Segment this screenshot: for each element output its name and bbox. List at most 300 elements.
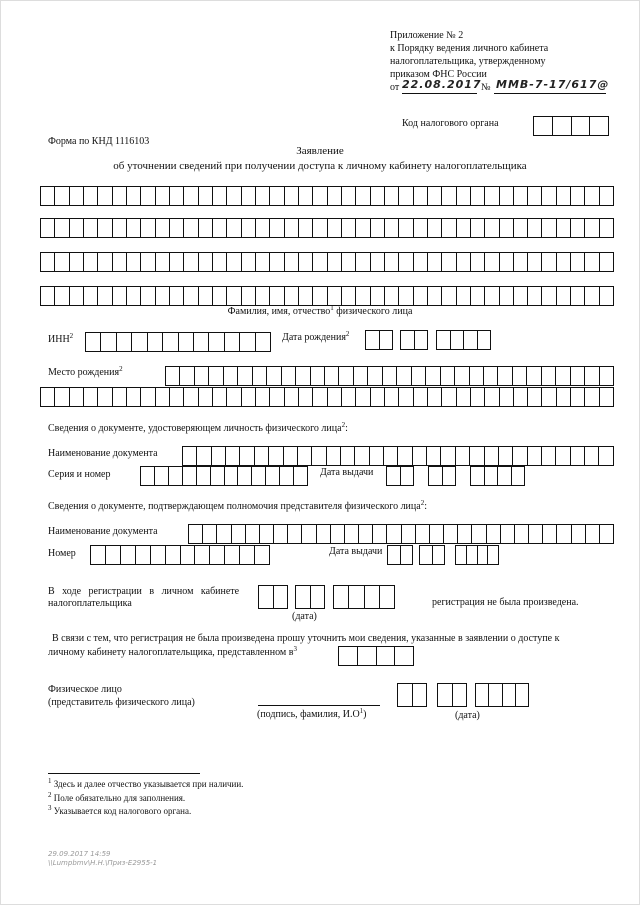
char-cell[interactable] — [328, 287, 342, 305]
char-cell[interactable] — [441, 447, 455, 465]
char-cell[interactable] — [156, 219, 170, 237]
char-cell[interactable] — [170, 219, 184, 237]
char-cell[interactable] — [195, 367, 209, 385]
char-cell[interactable] — [317, 525, 331, 543]
char-cell[interactable] — [169, 467, 183, 485]
char-cell[interactable] — [470, 447, 484, 465]
char-cell[interactable] — [514, 253, 528, 271]
char-cell[interactable] — [339, 367, 353, 385]
char-cell[interactable] — [213, 287, 227, 305]
char-cell[interactable] — [387, 525, 401, 543]
char-cell[interactable] — [246, 525, 260, 543]
char-cell[interactable] — [199, 219, 213, 237]
char-cell[interactable] — [572, 525, 586, 543]
birth-place-row-1[interactable] — [165, 366, 614, 386]
char-cell[interactable] — [557, 287, 571, 305]
char-cell[interactable] — [600, 287, 613, 305]
char-cell[interactable] — [166, 546, 181, 564]
char-cell[interactable] — [227, 388, 241, 406]
char-cell[interactable] — [471, 287, 485, 305]
char-cell[interactable] — [217, 525, 231, 543]
char-cell[interactable] — [189, 525, 203, 543]
char-cell[interactable] — [398, 447, 412, 465]
char-cell[interactable] — [41, 388, 55, 406]
char-cell[interactable] — [269, 447, 283, 465]
char-cell[interactable] — [113, 219, 127, 237]
char-cell[interactable] — [313, 287, 327, 305]
char-cell[interactable] — [299, 388, 313, 406]
char-cell[interactable] — [227, 187, 241, 205]
char-cell[interactable] — [402, 525, 416, 543]
char-cell[interactable] — [599, 447, 612, 465]
identity-issue-day-cells[interactable] — [386, 466, 414, 486]
char-cell[interactable] — [70, 219, 84, 237]
birth-day-cells[interactable] — [365, 330, 393, 350]
char-cell[interactable] — [416, 525, 430, 543]
char-cell[interactable] — [242, 187, 256, 205]
char-cell[interactable] — [542, 287, 556, 305]
char-cell[interactable] — [238, 367, 252, 385]
char-cell[interactable] — [373, 525, 387, 543]
char-cell[interactable] — [328, 388, 342, 406]
char-cell[interactable] — [55, 388, 69, 406]
char-cell[interactable] — [442, 187, 456, 205]
char-cell[interactable] — [430, 525, 444, 543]
char-cell[interactable] — [557, 187, 571, 205]
char-cell[interactable] — [156, 187, 170, 205]
char-cell[interactable] — [600, 253, 613, 271]
signature-year-cells[interactable] — [475, 683, 529, 707]
char-cell[interactable] — [227, 287, 241, 305]
char-cell[interactable] — [485, 388, 499, 406]
char-cell[interactable] — [70, 187, 84, 205]
char-cell[interactable] — [542, 447, 556, 465]
char-cell[interactable] — [342, 219, 356, 237]
char-cell[interactable] — [457, 388, 471, 406]
char-cell[interactable] — [498, 367, 512, 385]
char-cell[interactable] — [457, 187, 471, 205]
char-cell[interactable] — [485, 187, 499, 205]
char-cell[interactable] — [571, 287, 585, 305]
char-cell[interactable] — [267, 367, 281, 385]
char-cell[interactable] — [170, 253, 184, 271]
rep-issue-day-cells[interactable] — [387, 545, 413, 565]
char-cell[interactable] — [282, 367, 296, 385]
char-cell[interactable] — [70, 287, 84, 305]
char-cell[interactable] — [197, 467, 211, 485]
char-cell[interactable] — [227, 219, 241, 237]
char-cell[interactable] — [428, 287, 442, 305]
char-cell[interactable] — [170, 187, 184, 205]
char-cell[interactable] — [414, 253, 428, 271]
char-cell[interactable] — [98, 388, 112, 406]
identity-doc-name-cells[interactable] — [182, 446, 614, 466]
char-cell[interactable] — [428, 388, 442, 406]
char-cell[interactable] — [141, 388, 155, 406]
char-cell[interactable] — [514, 187, 528, 205]
registration-year-cells[interactable] — [333, 585, 395, 609]
char-cell[interactable] — [313, 388, 327, 406]
fio-row-3[interactable] — [40, 252, 614, 272]
char-cell[interactable] — [514, 388, 528, 406]
char-cell[interactable] — [487, 525, 501, 543]
char-cell[interactable] — [225, 546, 240, 564]
char-cell[interactable] — [226, 447, 240, 465]
char-cell[interactable] — [528, 253, 542, 271]
signature-day-cells[interactable] — [397, 683, 427, 707]
char-cell[interactable] — [155, 467, 169, 485]
char-cell[interactable] — [342, 187, 356, 205]
char-cell[interactable] — [299, 287, 313, 305]
char-cell[interactable] — [41, 219, 55, 237]
char-cell[interactable] — [127, 253, 141, 271]
char-cell[interactable] — [184, 388, 198, 406]
char-cell[interactable] — [354, 367, 368, 385]
char-cell[interactable] — [252, 467, 266, 485]
char-cell[interactable] — [170, 287, 184, 305]
char-cell[interactable] — [600, 219, 613, 237]
rep-issue-month-cells[interactable] — [419, 545, 445, 565]
char-cell[interactable] — [151, 546, 166, 564]
char-cell[interactable] — [528, 219, 542, 237]
char-cell[interactable] — [385, 287, 399, 305]
char-cell[interactable] — [471, 219, 485, 237]
char-cell[interactable] — [571, 388, 585, 406]
char-cell[interactable] — [600, 367, 613, 385]
char-cell[interactable] — [356, 219, 370, 237]
char-cell[interactable] — [585, 287, 599, 305]
char-cell[interactable] — [501, 525, 515, 543]
char-cell[interactable] — [342, 388, 356, 406]
char-cell[interactable] — [371, 287, 385, 305]
char-cell[interactable] — [571, 447, 585, 465]
char-cell[interactable] — [199, 287, 213, 305]
char-cell[interactable] — [413, 447, 427, 465]
char-cell[interactable] — [385, 388, 399, 406]
char-cell[interactable] — [345, 525, 359, 543]
char-cell[interactable] — [242, 388, 256, 406]
char-cell[interactable] — [41, 287, 55, 305]
char-cell[interactable] — [166, 367, 180, 385]
char-cell[interactable] — [470, 367, 484, 385]
char-cell[interactable] — [458, 525, 472, 543]
char-cell[interactable] — [441, 367, 455, 385]
char-cell[interactable] — [55, 187, 69, 205]
char-cell[interactable] — [412, 367, 426, 385]
char-cell[interactable] — [542, 367, 556, 385]
char-cell[interactable] — [84, 219, 98, 237]
char-cell[interactable] — [106, 546, 121, 564]
char-cell[interactable] — [513, 367, 527, 385]
char-cell[interactable] — [355, 447, 369, 465]
char-cell[interactable] — [385, 187, 399, 205]
char-cell[interactable] — [499, 447, 513, 465]
char-cell[interactable] — [141, 187, 155, 205]
char-cell[interactable] — [156, 253, 170, 271]
char-cell[interactable] — [98, 219, 112, 237]
char-cell[interactable] — [238, 467, 252, 485]
char-cell[interactable] — [113, 287, 127, 305]
char-cell[interactable] — [121, 546, 136, 564]
char-cell[interactable] — [399, 287, 413, 305]
char-cell[interactable] — [571, 367, 585, 385]
char-cell[interactable] — [444, 525, 458, 543]
tax-office-code-cells[interactable] — [533, 116, 609, 136]
request-tax-office-cells[interactable] — [338, 646, 414, 666]
char-cell[interactable] — [270, 388, 284, 406]
char-cell[interactable] — [141, 467, 155, 485]
char-cell[interactable] — [285, 253, 299, 271]
birth-month-cells[interactable] — [400, 330, 428, 350]
char-cell[interactable] — [195, 546, 210, 564]
char-cell[interactable] — [515, 525, 529, 543]
char-cell[interactable] — [457, 219, 471, 237]
char-cell[interactable] — [184, 219, 198, 237]
char-cell[interactable] — [383, 367, 397, 385]
char-cell[interactable] — [528, 187, 542, 205]
char-cell[interactable] — [500, 287, 514, 305]
inn-cells[interactable] — [85, 332, 271, 352]
char-cell[interactable] — [199, 187, 213, 205]
char-cell[interactable] — [141, 253, 155, 271]
char-cell[interactable] — [209, 367, 223, 385]
char-cell[interactable] — [41, 253, 55, 271]
char-cell[interactable] — [211, 467, 225, 485]
char-cell[interactable] — [427, 447, 441, 465]
char-cell[interactable] — [55, 253, 69, 271]
char-cell[interactable] — [529, 525, 543, 543]
char-cell[interactable] — [260, 525, 274, 543]
identity-issue-year-cells[interactable] — [470, 466, 525, 486]
char-cell[interactable] — [471, 388, 485, 406]
char-cell[interactable] — [288, 525, 302, 543]
char-cell[interactable] — [213, 253, 227, 271]
char-cell[interactable] — [514, 287, 528, 305]
char-cell[interactable] — [270, 253, 284, 271]
char-cell[interactable] — [55, 219, 69, 237]
identity-doc-series-cells[interactable] — [140, 466, 308, 486]
char-cell[interactable] — [285, 388, 299, 406]
char-cell[interactable] — [399, 219, 413, 237]
fio-row-4[interactable] — [40, 286, 614, 306]
char-cell[interactable] — [528, 388, 542, 406]
char-cell[interactable] — [255, 447, 269, 465]
char-cell[interactable] — [585, 187, 599, 205]
fio-row-1[interactable] — [40, 186, 614, 206]
char-cell[interactable] — [170, 388, 184, 406]
char-cell[interactable] — [41, 187, 55, 205]
char-cell[interactable] — [442, 388, 456, 406]
char-cell[interactable] — [399, 253, 413, 271]
char-cell[interactable] — [543, 525, 557, 543]
identity-issue-month-cells[interactable] — [428, 466, 456, 486]
char-cell[interactable] — [113, 388, 127, 406]
char-cell[interactable] — [368, 367, 382, 385]
char-cell[interactable] — [240, 546, 255, 564]
char-cell[interactable] — [127, 187, 141, 205]
char-cell[interactable] — [280, 467, 294, 485]
char-cell[interactable] — [472, 525, 486, 543]
char-cell[interactable] — [84, 388, 98, 406]
char-cell[interactable] — [294, 467, 307, 485]
char-cell[interactable] — [180, 367, 194, 385]
char-cell[interactable] — [456, 447, 470, 465]
char-cell[interactable] — [183, 467, 197, 485]
char-cell[interactable] — [156, 287, 170, 305]
char-cell[interactable] — [585, 219, 599, 237]
char-cell[interactable] — [371, 253, 385, 271]
char-cell[interactable] — [356, 287, 370, 305]
char-cell[interactable] — [359, 525, 373, 543]
rep-doc-name-cells[interactable] — [188, 524, 614, 544]
char-cell[interactable] — [285, 187, 299, 205]
char-cell[interactable] — [127, 287, 141, 305]
char-cell[interactable] — [557, 253, 571, 271]
char-cell[interactable] — [341, 447, 355, 465]
char-cell[interactable] — [542, 219, 556, 237]
char-cell[interactable] — [136, 546, 151, 564]
fio-row-2[interactable] — [40, 218, 614, 238]
char-cell[interactable] — [253, 367, 267, 385]
char-cell[interactable] — [442, 219, 456, 237]
char-cell[interactable] — [127, 388, 141, 406]
char-cell[interactable] — [586, 525, 600, 543]
char-cell[interactable] — [98, 253, 112, 271]
char-cell[interactable] — [428, 219, 442, 237]
char-cell[interactable] — [426, 367, 440, 385]
birth-place-row-2[interactable] — [40, 387, 614, 407]
char-cell[interactable] — [84, 187, 98, 205]
char-cell[interactable] — [471, 253, 485, 271]
char-cell[interactable] — [141, 287, 155, 305]
char-cell[interactable] — [513, 447, 527, 465]
char-cell[interactable] — [127, 219, 141, 237]
char-cell[interactable] — [299, 187, 313, 205]
char-cell[interactable] — [414, 187, 428, 205]
char-cell[interactable] — [356, 388, 370, 406]
char-cell[interactable] — [313, 253, 327, 271]
char-cell[interactable] — [313, 219, 327, 237]
char-cell[interactable] — [328, 219, 342, 237]
char-cell[interactable] — [70, 253, 84, 271]
char-cell[interactable] — [500, 187, 514, 205]
char-cell[interactable] — [302, 525, 316, 543]
char-cell[interactable] — [600, 525, 613, 543]
char-cell[interactable] — [328, 253, 342, 271]
char-cell[interactable] — [256, 219, 270, 237]
char-cell[interactable] — [397, 367, 411, 385]
char-cell[interactable] — [232, 525, 246, 543]
char-cell[interactable] — [299, 219, 313, 237]
char-cell[interactable] — [213, 219, 227, 237]
char-cell[interactable] — [227, 253, 241, 271]
char-cell[interactable] — [342, 253, 356, 271]
char-cell[interactable] — [184, 187, 198, 205]
char-cell[interactable] — [181, 546, 196, 564]
char-cell[interactable] — [457, 287, 471, 305]
char-cell[interactable] — [270, 219, 284, 237]
char-cell[interactable] — [313, 187, 327, 205]
char-cell[interactable] — [285, 287, 299, 305]
char-cell[interactable] — [399, 388, 413, 406]
char-cell[interactable] — [500, 388, 514, 406]
char-cell[interactable] — [213, 388, 227, 406]
char-cell[interactable] — [371, 187, 385, 205]
char-cell[interactable] — [356, 187, 370, 205]
char-cell[interactable] — [327, 447, 341, 465]
char-cell[interactable] — [141, 219, 155, 237]
char-cell[interactable] — [571, 219, 585, 237]
char-cell[interactable] — [84, 253, 98, 271]
char-cell[interactable] — [442, 253, 456, 271]
char-cell[interactable] — [414, 219, 428, 237]
rep-issue-year-cells[interactable] — [455, 545, 499, 565]
char-cell[interactable] — [183, 447, 197, 465]
char-cell[interactable] — [197, 447, 211, 465]
char-cell[interactable] — [255, 546, 269, 564]
char-cell[interactable] — [256, 287, 270, 305]
char-cell[interactable] — [585, 367, 599, 385]
char-cell[interactable] — [514, 219, 528, 237]
char-cell[interactable] — [385, 219, 399, 237]
char-cell[interactable] — [384, 447, 398, 465]
char-cell[interactable] — [256, 253, 270, 271]
char-cell[interactable] — [585, 447, 599, 465]
birth-year-cells[interactable] — [436, 330, 491, 350]
char-cell[interactable] — [325, 367, 339, 385]
char-cell[interactable] — [199, 388, 213, 406]
char-cell[interactable] — [414, 388, 428, 406]
char-cell[interactable] — [299, 253, 313, 271]
char-cell[interactable] — [557, 525, 571, 543]
char-cell[interactable] — [311, 367, 325, 385]
signature-line[interactable] — [258, 705, 380, 706]
char-cell[interactable] — [328, 187, 342, 205]
char-cell[interactable] — [571, 253, 585, 271]
char-cell[interactable] — [527, 367, 541, 385]
char-cell[interactable] — [557, 388, 571, 406]
char-cell[interactable] — [274, 525, 288, 543]
char-cell[interactable] — [113, 253, 127, 271]
char-cell[interactable] — [156, 388, 170, 406]
char-cell[interactable] — [203, 525, 217, 543]
char-cell[interactable] — [457, 253, 471, 271]
char-cell[interactable] — [199, 253, 213, 271]
char-cell[interactable] — [542, 187, 556, 205]
char-cell[interactable] — [428, 253, 442, 271]
char-cell[interactable] — [224, 367, 238, 385]
char-cell[interactable] — [455, 367, 469, 385]
char-cell[interactable] — [98, 187, 112, 205]
char-cell[interactable] — [600, 187, 613, 205]
char-cell[interactable] — [585, 253, 599, 271]
char-cell[interactable] — [91, 546, 106, 564]
char-cell[interactable] — [242, 253, 256, 271]
char-cell[interactable] — [585, 388, 599, 406]
char-cell[interactable] — [414, 287, 428, 305]
char-cell[interactable] — [370, 447, 384, 465]
char-cell[interactable] — [55, 287, 69, 305]
char-cell[interactable] — [600, 388, 613, 406]
char-cell[interactable] — [428, 187, 442, 205]
char-cell[interactable] — [556, 367, 570, 385]
rep-doc-number-cells[interactable] — [90, 545, 270, 565]
char-cell[interactable] — [556, 447, 570, 465]
char-cell[interactable] — [484, 367, 498, 385]
char-cell[interactable] — [500, 219, 514, 237]
registration-day-cells[interactable] — [258, 585, 288, 609]
char-cell[interactable] — [371, 388, 385, 406]
